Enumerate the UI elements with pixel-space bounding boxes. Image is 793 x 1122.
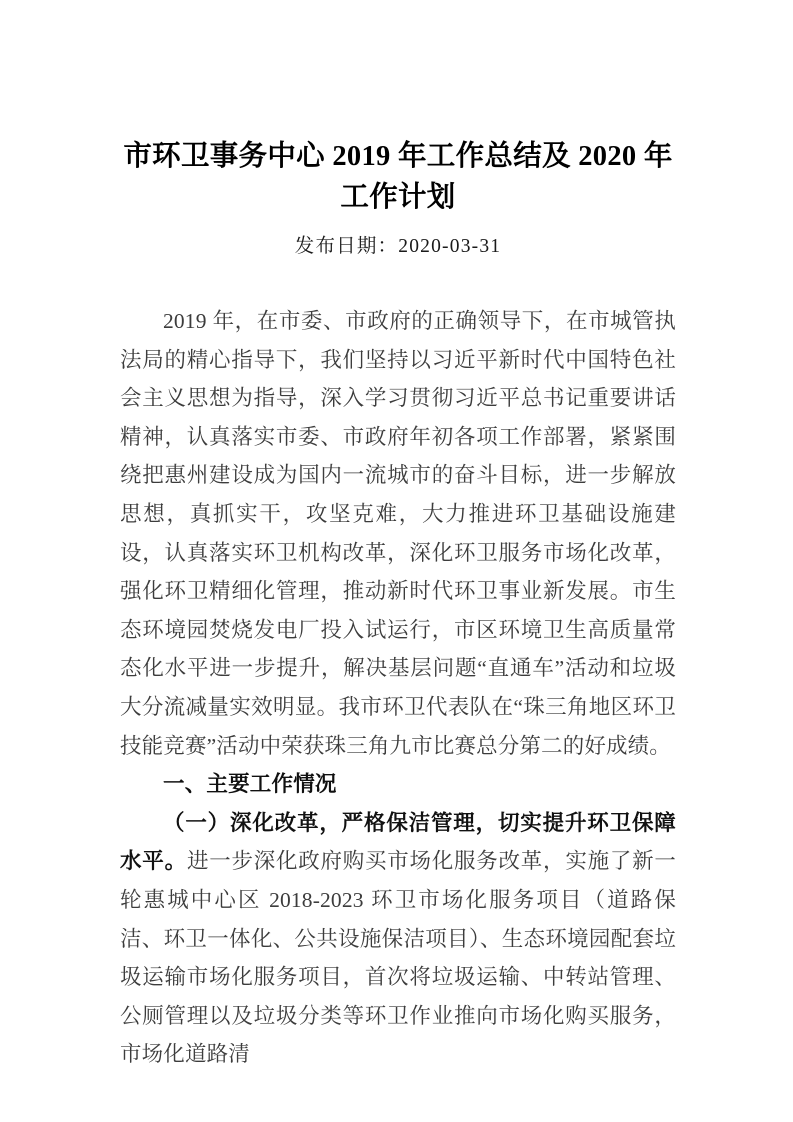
page-title bbox=[120, 0, 676, 218]
paragraph-overview: 2019 年，在市委、市政府的正确领导下，在市城管执法局的精心指导下，我们坚持以习近平新时代中国特色社会主义思想为指导，深入学习贯彻习近平总书记重要讲话精神，认真落实市委、市政府年初各项工作部署，紧紧围绕把惠州建设成为国内一流城市的奋斗目标，进一步解放思想，真抓实干，攻坚克难，大力推进环卫基础设施建设，认真落实环卫机构改革，深化环卫服务市场化改革，强化环卫精细化管理，推动新时代环卫事业新发展。市生态环境园焚烧发电厂投入试运行，市区环境卫生高质量常态化水平进一步提升，解决基层问题“直通车”活动和垃圾大分流减量实效明显。我市环卫代表队在“珠三角地区环卫技能竞赛”活动中荣获珠三角九市比赛总分第二的好成绩。 bbox=[120, 309, 676, 758]
subsection-body-text: 进一步深化政府购买市场化服务改革，实施了新一轮惠城中心区 2018-2023 环卫市场化服务项目（道路保洁、环卫一体化、公共设施保洁项目）、生态环境园配套垃圾运输市场化服务项目，首次将垃圾运输、中转站管理、公厕管理以及垃圾分类等环卫作业推向市场化购买服务，市场化道路清 bbox=[120, 849, 676, 1067]
document-body bbox=[120, 262, 676, 1074]
publish-date: 发布日期：2020-03-31 bbox=[294, 236, 502, 257]
page-title-line-1: 市环卫事务中心 2019 年工作总结及 2020 年 bbox=[123, 141, 673, 172]
section-heading-main-work: 一、主要工作情况 bbox=[163, 772, 337, 797]
page-title-line-2: 工作计划 bbox=[340, 182, 456, 213]
subsection-heading-deepen-reform: （一）深化改革，严格保洁管理，切实提升环卫保障水平。 bbox=[120, 810, 676, 874]
paragraph-subsection-one bbox=[120, 804, 676, 1074]
document-content-column bbox=[120, 0, 676, 1074]
